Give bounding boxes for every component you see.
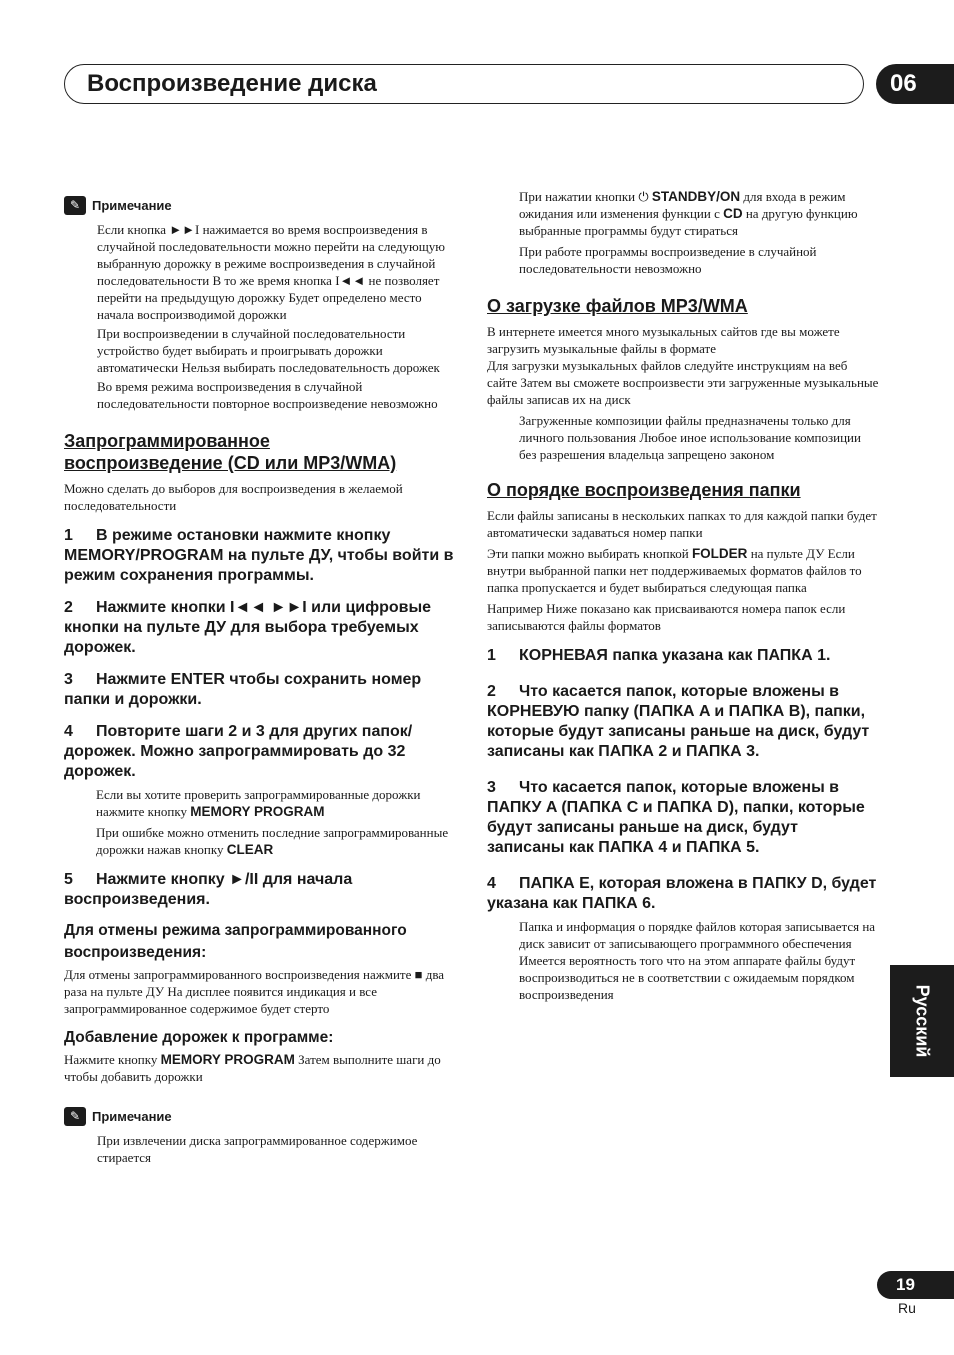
cancel-heading: Для отмены режима запрограммированного воспроизведения: — [64, 922, 407, 961]
note-pencil-icon: ✎ — [64, 1107, 86, 1126]
paragraph: Если файлы записаны в нескольких папках то для каждой папки будет автоматически задаваться номер папки — [487, 508, 877, 540]
page-number: 19 — [877, 1271, 954, 1299]
add-heading: Добавление дорожек к программе: — [64, 1029, 334, 1046]
step-3: 3 Нажмите ENTER чтобы сохранить номер папки и дорожки. — [64, 671, 422, 708]
page-header — [64, 64, 864, 104]
note-item: При извлечении диска запрограммированное содержимое стирается — [97, 1133, 418, 1165]
step-5: 5 Нажмите кнопку ►/II для начала воспроизведения. — [64, 871, 353, 908]
paragraph-note: Загруженные композиции файлы предназначены только для личного пользования Любое иное использование композиции без разрешения владельца запрещено законом — [519, 413, 861, 462]
note-body — [64, 1132, 456, 1166]
folder-step-1: 1 КОРНЕВАЯ папка указана как ПАПКА 1. — [487, 647, 831, 664]
note-heading: ✎ Примечание — [64, 1107, 456, 1126]
folder-step-4-note: Папка и информация о порядке файлов которая записывается на диск зависит от записывающего программного обеспечения Имеется вероятность того что на этом аппарате файлы будут воспроизводиться не в соответствии с ожидаемым порядком воспроизведения — [519, 919, 876, 1002]
section-intro: Можно сделать до выборов для воспроизведения в желаемой последовательности — [64, 481, 403, 513]
note-pencil-icon: ✎ — [64, 196, 86, 215]
section-title-folder: О порядке воспроизведения папки — [487, 480, 801, 500]
section-title-mp3: О загрузке файлов MP3/WMA — [487, 296, 748, 316]
add-text: Нажмите кнопку MEMORY PROGRAM Затем выполните шаги до чтобы добавить дорожки — [64, 1052, 441, 1084]
folder-step-3: 3 Что касается папок, которые вложены в ПАПКУ A (ПАПКА C и ПАПКА D), папки, которые будут записаны раньше на диск, будут записаны как ПАПКА 4 и ПАПКА 5. — [487, 779, 865, 856]
left-column — [64, 196, 456, 1168]
step-2: 2 Нажмите кнопки I◄◄ ►►I или цифровые кнопки на пульте ДУ для выбора требуемых дорожек. — [64, 599, 432, 656]
right-column — [487, 188, 879, 1007]
note-body — [64, 221, 456, 412]
folder-step-2: 2 Что касается папок, которые вложены в КОРНЕВУЮ папку (ПАПКА A и ПАПКА B), папки, которые будут записаны раньше на диск, будут записаны как ПАПКА 2 и ПАПКА 3. — [487, 683, 870, 760]
page-title: Воспроизведение диска — [87, 70, 377, 97]
chapter-badge: 06 — [876, 64, 954, 104]
step-1: 1 В режиме остановки нажмите кнопку MEMORY/PROGRAM на пульте ДУ, чтобы войти в режим сохранения программы. — [64, 527, 454, 584]
page-language-code: Ru — [898, 1300, 916, 1316]
language-label: Русский — [912, 984, 933, 1058]
top-note: При работе программы воспроизведение в случайной последовательности невозможно — [519, 244, 817, 276]
section-title-program: Запрограммированное воспроизведение (CD или MP3/WMA) — [64, 431, 397, 473]
language-side-tab — [890, 965, 954, 1077]
folder-step-4: 4 ПАПКА E, которая вложена в ПАПКУ D, будет указана как ПАПКА 6. — [487, 875, 877, 912]
step-4-note: При ошибке можно отменить последние запрограммированные дорожки нажав кнопку CLEAR — [96, 825, 449, 857]
note-item: Если кнопка ►►I нажимается во время воспроизведения в случайной последовательности можно перейти на следующую выбранную дорожку в режиме воспроизведения в случайной последовательности В то же время кнопка I◄◄ не позволяет перейти на предыдущую дорожку Будет определено место начала воспроизводимой дорожки — [97, 222, 445, 322]
step-4-note: Если вы хотите проверить запрограммированные дорожки нажмите кнопку MEMORY PROGRAM — [96, 787, 421, 819]
note-item: При воспроизведении в случайной последовательности устройство будет выбирать и проигрывать дорожки автоматически Нельзя выбирать последовательность дорожек — [97, 326, 440, 375]
step-4: 4 Повторите шаги 2 и 3 для других папок/дорожек. Можно запрограммировать до 32 дорожек. — [64, 723, 413, 780]
paragraph: Эти папки можно выбирать кнопкой FOLDER на пульте ДУ Если внутри выбранной папки нет поддерживаемых форматов файлов то папка пропускается и будет выбираться следующая папка — [487, 546, 862, 595]
paragraph: В интернете имеется много музыкальных сайтов где вы можете загрузить музыкальные файлы в формате — [487, 324, 840, 356]
note-heading: ✎ Примечание — [64, 196, 456, 215]
paragraph: Для загрузки музыкальных файлов следуйте инструкциям на веб сайте Затем вы сможете воспроизвести эти загруженные музыкальные файлы записав их на диск — [487, 358, 879, 407]
paragraph: Например Ниже показано как присваиваются номера папок если записываются файлы форматов — [487, 601, 846, 633]
note-item: Во время режима воспроизведения в случайной последовательности повторное воспроизведение невозможно — [97, 379, 438, 411]
cancel-text: Для отмены запрограммированного воспроизведения нажмите ■ два раза на пульте ДУ На дисплее появится индикация и все запрограммированное содержимое будет стерто — [64, 967, 445, 1016]
top-note: При нажатии кнопки ⏻ STANDBY/ON для входа в режим ожидания или изменения функции с CD на другую функцию выбранные программы будут стираться — [519, 189, 858, 238]
